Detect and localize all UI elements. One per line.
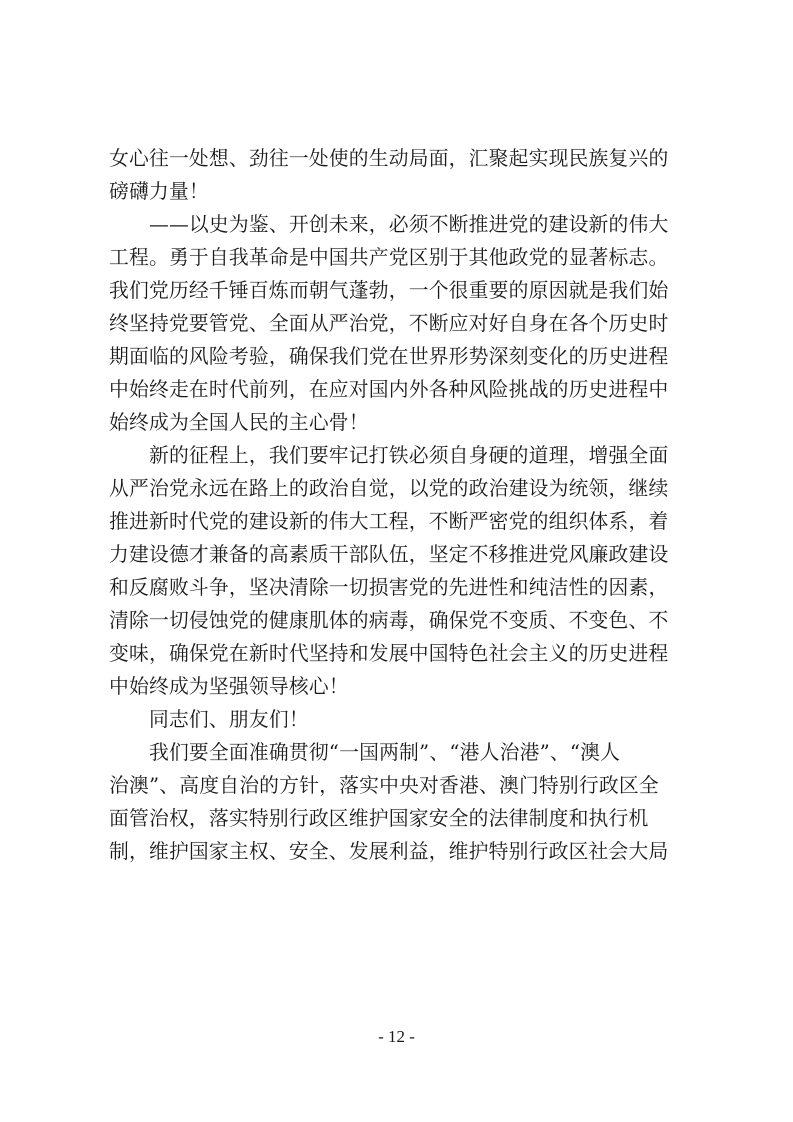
page-number: - 12 - xyxy=(378,1027,415,1046)
text-line: 清除一切侵蚀党的健康肌体的病毒，确保党不变质、不变色、不 xyxy=(109,609,669,632)
text-line: 终坚持党要管党、全面从严治党，不断应对好自身在各个历史时 xyxy=(109,312,669,335)
text-line: 和反腐败斗争，坚决清除一切损害党的先进性和纯洁性的因素， xyxy=(109,576,669,599)
text-line: 同志们、朋友们！ xyxy=(109,708,309,731)
text-line: 治澳”、高度自治的方针，落实中央对香港、澳门特别行政区全 xyxy=(109,774,659,797)
text-line: 我们要全面准确贯彻“一国两制”、“港人治港”、“澳人 xyxy=(109,741,621,764)
text-line: 变味，确保党在新时代坚持和发展中国特色社会主义的历史进程 xyxy=(109,642,669,665)
text-line: 期面临的风险考验，确保我们党在世界形势深刻变化的历史进程 xyxy=(109,345,669,368)
text-line: 新的征程上，我们要牢记打铁必须自身硬的道理，增强全面 xyxy=(109,444,669,467)
text-line: 工程。勇于自我革命是中国共产党区别于其他政党的显著标志。 xyxy=(109,246,669,269)
text-line: 面管治权，落实特别行政区维护国家安全的法律制度和执行机 xyxy=(109,807,649,830)
text-line: 我们党历经千锤百炼而朝气蓬勃，一个很重要的原因就是我们始 xyxy=(109,279,669,302)
text-line: 力建设德才兼备的高素质干部队伍，坚定不移推进党风廉政建设 xyxy=(109,543,669,566)
text-line: 制，维护国家主权、安全、发展利益，维护特别行政区社会大局 xyxy=(109,840,669,863)
text-line: 女心往一处想、劲往一处使的生动局面，汇聚起实现民族复兴的 xyxy=(109,147,669,170)
text-line: 始终成为全国人民的主心骨！ xyxy=(109,411,369,434)
text-line: ——以史为鉴、开创未来，必须不断推进党的建设新的伟大 xyxy=(109,213,669,236)
text-line: 中始终走在时代前列，在应对国内外各种风险挑战的历史进程中 xyxy=(109,378,669,401)
text-line: 磅礴力量！ xyxy=(109,180,209,203)
text-line: 推进新时代党的建设新的伟大工程，不断严密党的组织体系，着 xyxy=(109,510,669,533)
body-text xyxy=(109,142,693,868)
text-line: 从严治党永远在路上的政治自觉，以党的政治建设为统领，继续 xyxy=(109,477,669,500)
text-line: 中始终成为坚强领导核心！ xyxy=(109,675,349,698)
